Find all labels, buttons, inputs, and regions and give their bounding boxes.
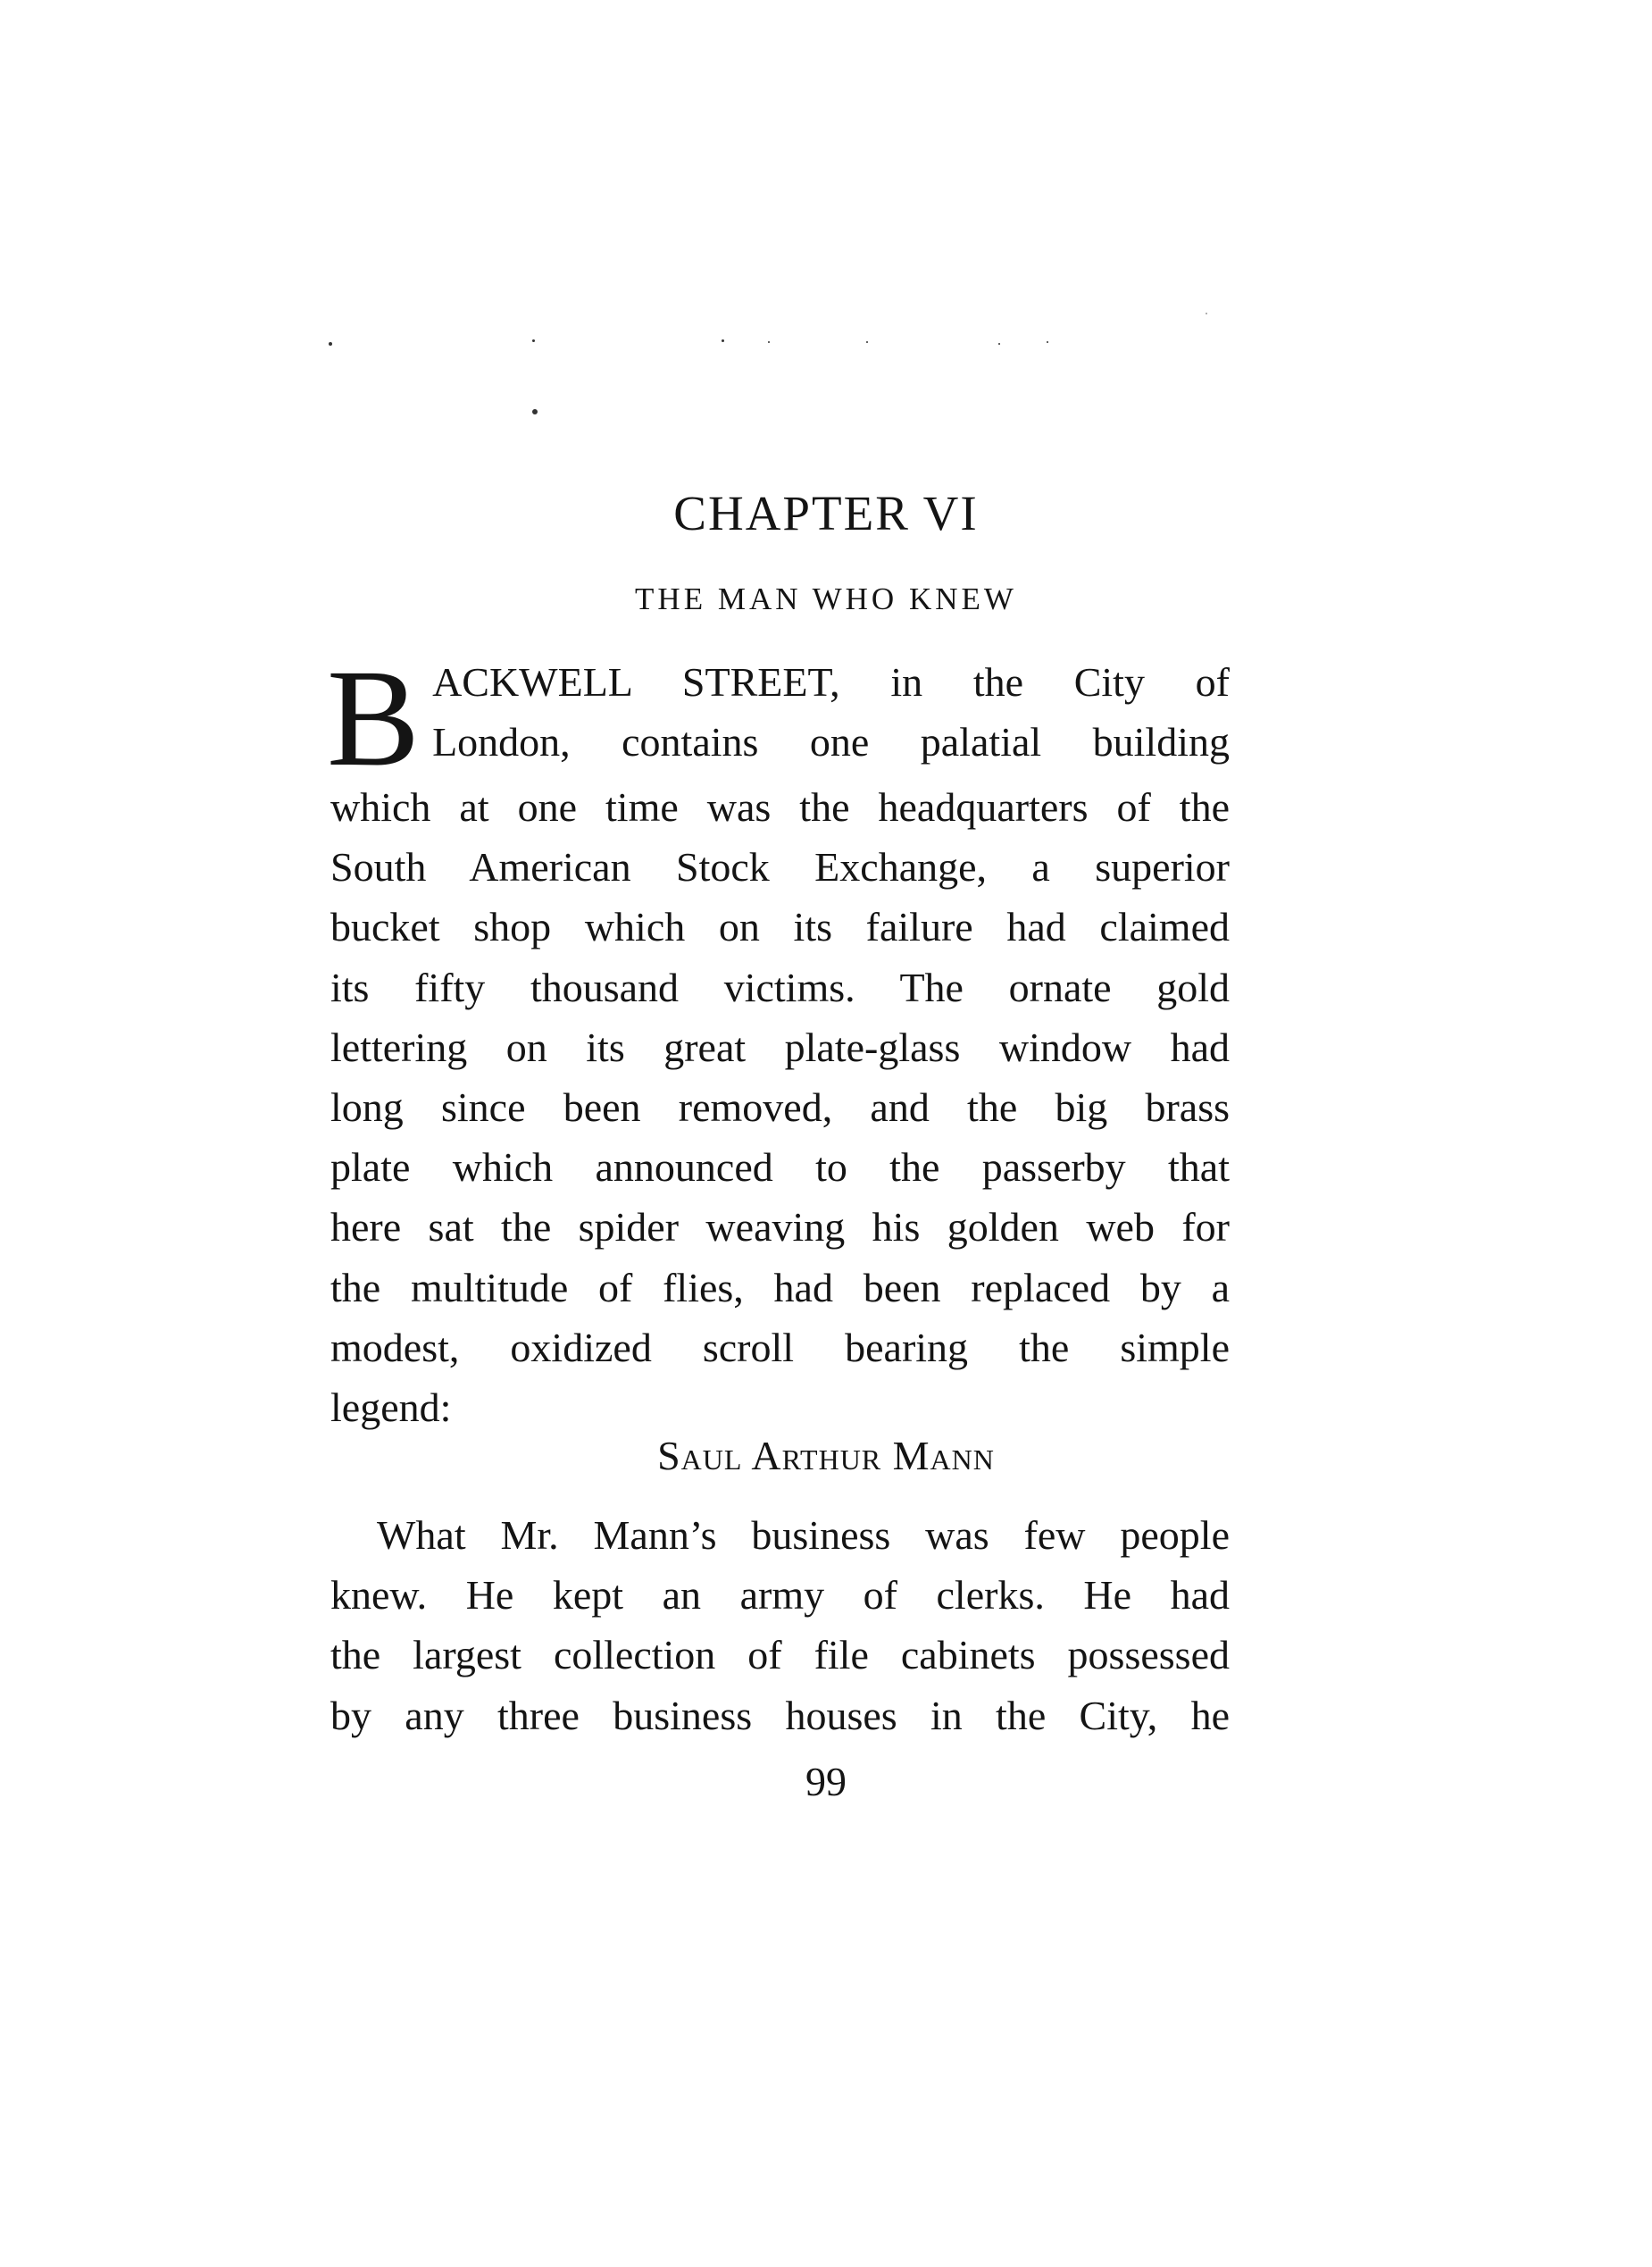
scroll-legend: Saul Arthur Mann — [657, 1433, 995, 1478]
text-line: What Mr. Mann’s business was few people — [377, 1512, 1230, 1558]
text-line: which at one time was the headquarters of the — [330, 784, 1230, 830]
text-line: South American Stock Exchange, a superior — [330, 844, 1230, 891]
text-line: London, contains one palatial building — [432, 719, 1230, 765]
body-paragraph-1 — [327, 640, 1230, 1437]
drop-cap: B — [327, 640, 421, 795]
text-line: its fifty thousand victims. The ornate gold — [330, 964, 1230, 1010]
text-line: lettering on its great plate-glass window had — [330, 1024, 1230, 1070]
text-line: by any three business houses in the City, he — [330, 1692, 1230, 1738]
text-line: knew. He kept an army of clerks. He had — [330, 1572, 1230, 1619]
body-paragraph-2 — [330, 1505, 1230, 1745]
text-line: modest, oxidized scroll bearing the simple — [330, 1324, 1230, 1370]
chapter-title: CHAPTER VI — [673, 486, 979, 540]
text-line: plate which announced to the passerby that — [330, 1144, 1230, 1191]
text-line: legend: — [330, 1384, 452, 1431]
page-number: 99 — [805, 1759, 847, 1804]
text-line: bucket shop which on its failure had claimed — [330, 904, 1230, 950]
text-line: the multitude of flies, had been replaced by a — [330, 1264, 1230, 1310]
chapter-subtitle: THE MAN WHO KNEW — [635, 581, 1017, 616]
text-line: the largest collection of file cabinets possessed — [330, 1632, 1230, 1678]
text-line: long since been removed, and the big brass — [330, 1084, 1230, 1131]
text-line: ACKWELL STREET, in the City of — [432, 659, 1230, 705]
text-line: here sat the spider weaving his golden web for — [330, 1204, 1230, 1251]
